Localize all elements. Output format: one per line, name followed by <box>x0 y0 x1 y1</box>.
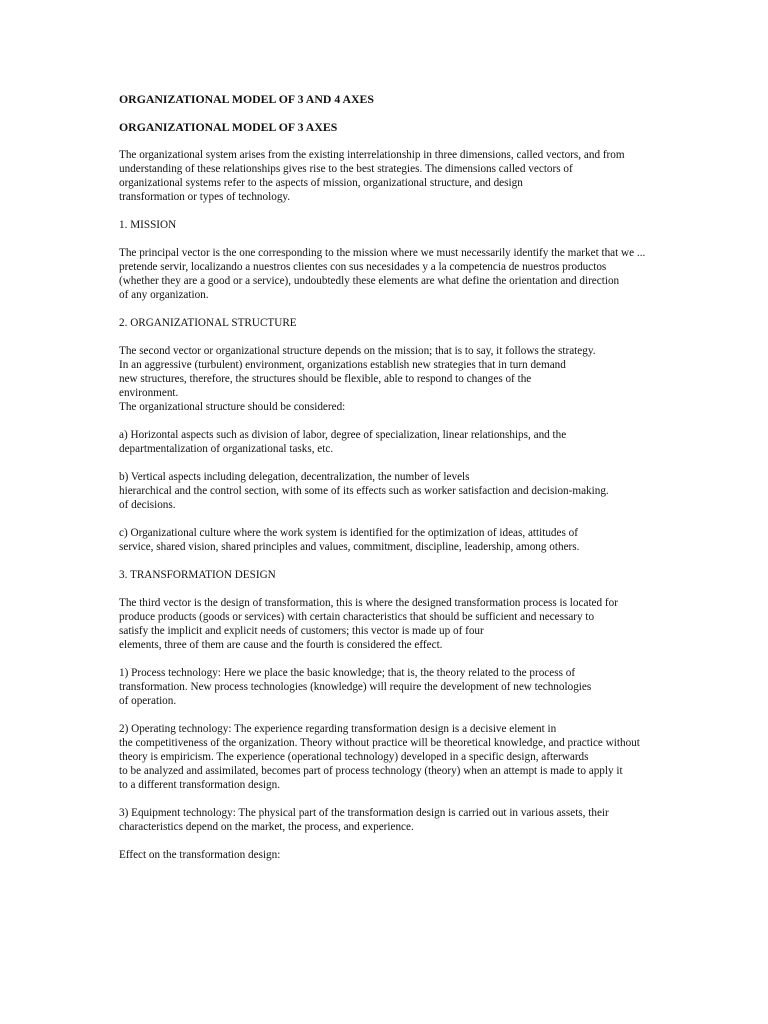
text-line: produce products (goods or services) with certain characteristics that should be sufficient and necessary to <box>119 611 595 623</box>
text-line: to be analyzed and assimilated, becomes part of process technology (theory) when an attempt is made to apply it <box>119 765 623 777</box>
paragraph <box>119 666 709 708</box>
document-title: ORGANIZATIONAL MODEL OF 3 AND 4 AXES <box>119 92 374 106</box>
text-line: organizational systems refer to the aspects of mission, organizational structure, and design <box>119 177 523 189</box>
text-line: (whether they are a good or a service), undoubtedly these elements are what define the orientation and direction <box>119 275 620 287</box>
text-line: understanding of these relationships gives rise to the best strategies. The dimensions called vectors of <box>119 163 573 175</box>
text-line: hierarchical and the control section, with some of its effects such as worker satisfaction and decision-making. <box>119 485 609 497</box>
text-line: new structures, therefore, the structures should be flexible, able to respond to changes of the <box>119 373 532 385</box>
document-body <box>119 148 709 862</box>
document-page <box>119 92 709 876</box>
text-line: Effect on the transformation design: <box>119 849 281 861</box>
text-line: to a different transformation design. <box>119 779 281 791</box>
paragraph <box>119 526 709 554</box>
text-line: 3) Equipment technology: The physical part of the transformation design is carried out in various assets, their <box>119 807 609 819</box>
text-line: The organizational system arises from the existing interrelationship in three dimensions, called vectors, and from <box>119 149 625 161</box>
text-line: environment. <box>119 387 179 399</box>
paragraph <box>119 470 709 512</box>
text-line: service, shared vision, shared principles and values, commitment, discipline, leadership, among others. <box>119 541 580 553</box>
text-line: 3. TRANSFORMATION DESIGN <box>119 569 276 581</box>
text-line: theory is empiricism. The experience (operational technology) developed in a specific design, afterwards <box>119 751 589 763</box>
text-line: c) Organizational culture where the work system is identified for the optimization of ideas, attitudes of <box>119 527 578 539</box>
section-heading <box>119 218 709 232</box>
paragraph <box>119 596 709 652</box>
text-line: The principal vector is the one corresponding to the mission where we must necessarily identify the market that we ... <box>119 247 646 259</box>
section-heading <box>119 316 709 330</box>
text-line: the competitiveness of the organization. Theory without practice will be theoretical knowledge, and practice without <box>119 737 640 749</box>
paragraph <box>119 848 709 862</box>
paragraph <box>119 722 709 792</box>
text-line: transformation or types of technology. <box>119 191 291 203</box>
text-line: characteristics depend on the market, the process, and experience. <box>119 821 414 833</box>
section-heading <box>119 568 709 582</box>
text-line: transformation. New process technologies (knowledge) will require the development of new technologies <box>119 681 592 693</box>
paragraph <box>119 428 709 456</box>
paragraph <box>119 148 709 204</box>
text-line: satisfy the implicit and explicit needs of customers; this vector is made up of four <box>119 625 484 637</box>
text-line: The second vector or organizational structure depends on the mission; that is to say, it follows the strategy. <box>119 345 596 357</box>
text-line: b) Vertical aspects including delegation, decentralization, the number of levels <box>119 471 470 483</box>
paragraph <box>119 246 709 302</box>
text-line: The organizational structure should be considered: <box>119 401 346 413</box>
text-line: of operation. <box>119 695 177 707</box>
section-title: ORGANIZATIONAL MODEL OF 3 AXES <box>119 120 338 134</box>
text-line: In an aggressive (turbulent) environment, organizations establish new strategies that in turn demand <box>119 359 566 371</box>
text-line: departmentalization of organizational tasks, etc. <box>119 443 334 455</box>
text-line: of any organization. <box>119 289 209 301</box>
text-line: pretende servir, localizando a nuestros clientes con sus necesidades y a la competencia de nuestros productos <box>119 261 607 273</box>
text-line: elements, three of them are cause and the fourth is considered the effect. <box>119 639 443 651</box>
text-line: 1) Process technology: Here we place the basic knowledge; that is, the theory related to the process of <box>119 667 576 679</box>
text-line: The third vector is the design of transformation, this is where the designed transformation process is located for <box>119 597 618 609</box>
text-line: 1. MISSION <box>119 219 177 231</box>
text-line: a) Horizontal aspects such as division of labor, degree of specialization, linear relationships, and the <box>119 429 567 441</box>
paragraph <box>119 344 709 414</box>
paragraph <box>119 806 709 834</box>
text-line: of decisions. <box>119 499 176 511</box>
text-line: 2) Operating technology: The experience regarding transformation design is a decisive element in <box>119 723 557 735</box>
text-line: 2. ORGANIZATIONAL STRUCTURE <box>119 317 297 329</box>
